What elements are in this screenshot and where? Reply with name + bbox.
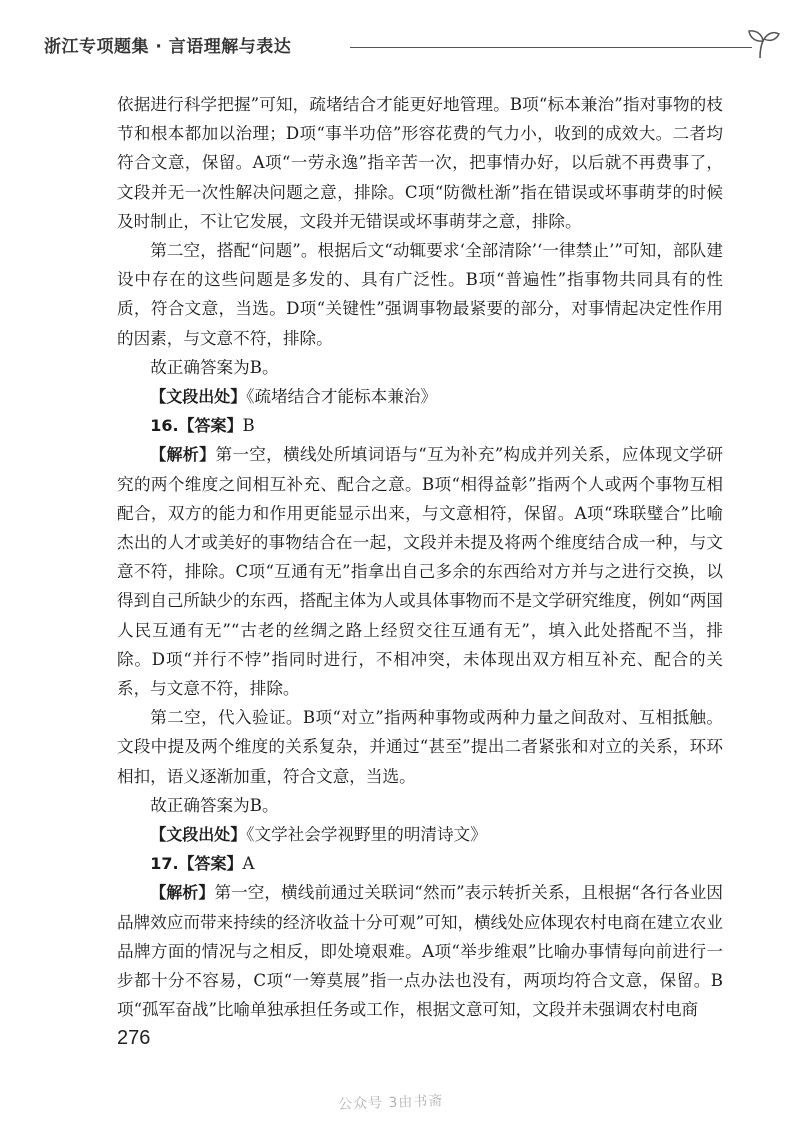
source-label: 【文段出处】 (150, 387, 247, 407)
q17-answer-line (117, 849, 723, 878)
header-rule (350, 47, 752, 48)
source-title: 《疏堵结合才能标本兼治》 (246, 387, 438, 407)
answer-label: 17.【答案】 (150, 854, 243, 874)
q17-analysis (117, 878, 723, 1024)
q16-conclusion: 故正确答案为B。 (150, 795, 279, 815)
analysis-label: 【解析】 (150, 883, 215, 903)
source-title: 《文学社会学视野里的明清诗文》 (246, 825, 487, 845)
answer-value: A (242, 854, 255, 874)
header-title: 浙江专项题集 · 言语理解与表达 (44, 37, 292, 57)
q16-analysis (117, 440, 723, 703)
q16-answer-line (117, 411, 723, 440)
analysis-text: 第一空，横线处所填词语与“互为补充”构成并列关系，应体现文学研究的两个维度之间相互补充、配合之意。B项“相得益彰”指两个人或两个事物互相配合，双方的能力和作用更能显示出来，与文意相符，保留。A项“珠联璧合”比喻杰出的人才或美好的事物结合在一起，文段并未提及将两个维度结合成一种，与文意不符，排除。C项“互通有无”指拿出自己多余的东西给对方并与之进行交换，以得到自己所缺少的东西，搭配主体为人或具体事物而不是文学研究维度，例如“两国人民互通有无”“古老的丝绸之路上经贸交往互通有无”，填入此处搭配不当，排除。D项“并行不悖”指同时进行，不相冲突，未体现出双方相互补充、配合的关系，与文意不符，排除。 (117, 445, 723, 699)
page-body (117, 90, 723, 1025)
answer-label: 16.【答案】 (150, 416, 243, 436)
running-header (44, 22, 744, 62)
q15-source-line (117, 382, 723, 411)
page-number: 276 (117, 1027, 151, 1049)
source-label: 【文段出处】 (150, 825, 247, 845)
analysis-label: 【解析】 (150, 445, 216, 465)
answer-value: B (242, 416, 255, 436)
analysis-text: 第一空，横线前通过关联词“然而”表示转折关系，且根据“各行各业因品牌效应而带来持续的经济收益十分可观”可知，横线处应体现农村电商在建立农业品牌方面的情况与之相反，即处境艰难。A项“举步维艰”比喻办事情每向前进行一步都十分不容易，C项“一筹莫展”指一点办法也没有，两项均符合文意，保留。B项“孤军奋战”比喻单独承担任务或工作，根据文意可知，文段并未强调农村电商 (117, 883, 723, 1020)
paragraph-q15-conclusion: 故正确答案为B。 (150, 357, 279, 377)
sprout-icon (744, 26, 782, 60)
paragraph-q15-second-blank: 第二空，搭配“问题”。根据后文“动辄要求‘全部清除’‘一律禁止’”可知，部队建设中存在的这些问题是多发的、具有广泛性。B项“普遍性”指事物共同具有的性质，符合文意，当选。D项“关键性”强调事物最紧要的部分，对事情起决定性作用的因素，与文意不符，排除。 (117, 241, 723, 348)
paragraph-q15-cont: 依据进行科学把握”可知，疏堵结合才能更好地管理。B项“标本兼治”指对事物的枝节和根本都加以治理；D项“事半功倍”形容花费的气力小，收到的成效大。二者均符合文意，保留。A项“一劳永逸”指辛苦一次，把事情办好，以后就不再费事了，文段并无一次性解决问题之意，排除。C项“防微杜渐”指在错误或坏事萌芽的时候及时制止，不让它发展，文段并无错误或坏事萌芽之意，排除。 (117, 95, 723, 231)
watermark: 公众号 3由书斋 (337, 1093, 444, 1113)
q16-source-line (117, 820, 723, 849)
q16-second-blank: 第二空，代入验证。B项“对立”指两种事物或两种力量之间敌对、互相抵触。文段中提及两个维度的关系复杂，并通过“甚至”提出二者紧张和对立的关系，环环相扣，语义逐渐加重，符合文意，当选。 (117, 708, 723, 786)
